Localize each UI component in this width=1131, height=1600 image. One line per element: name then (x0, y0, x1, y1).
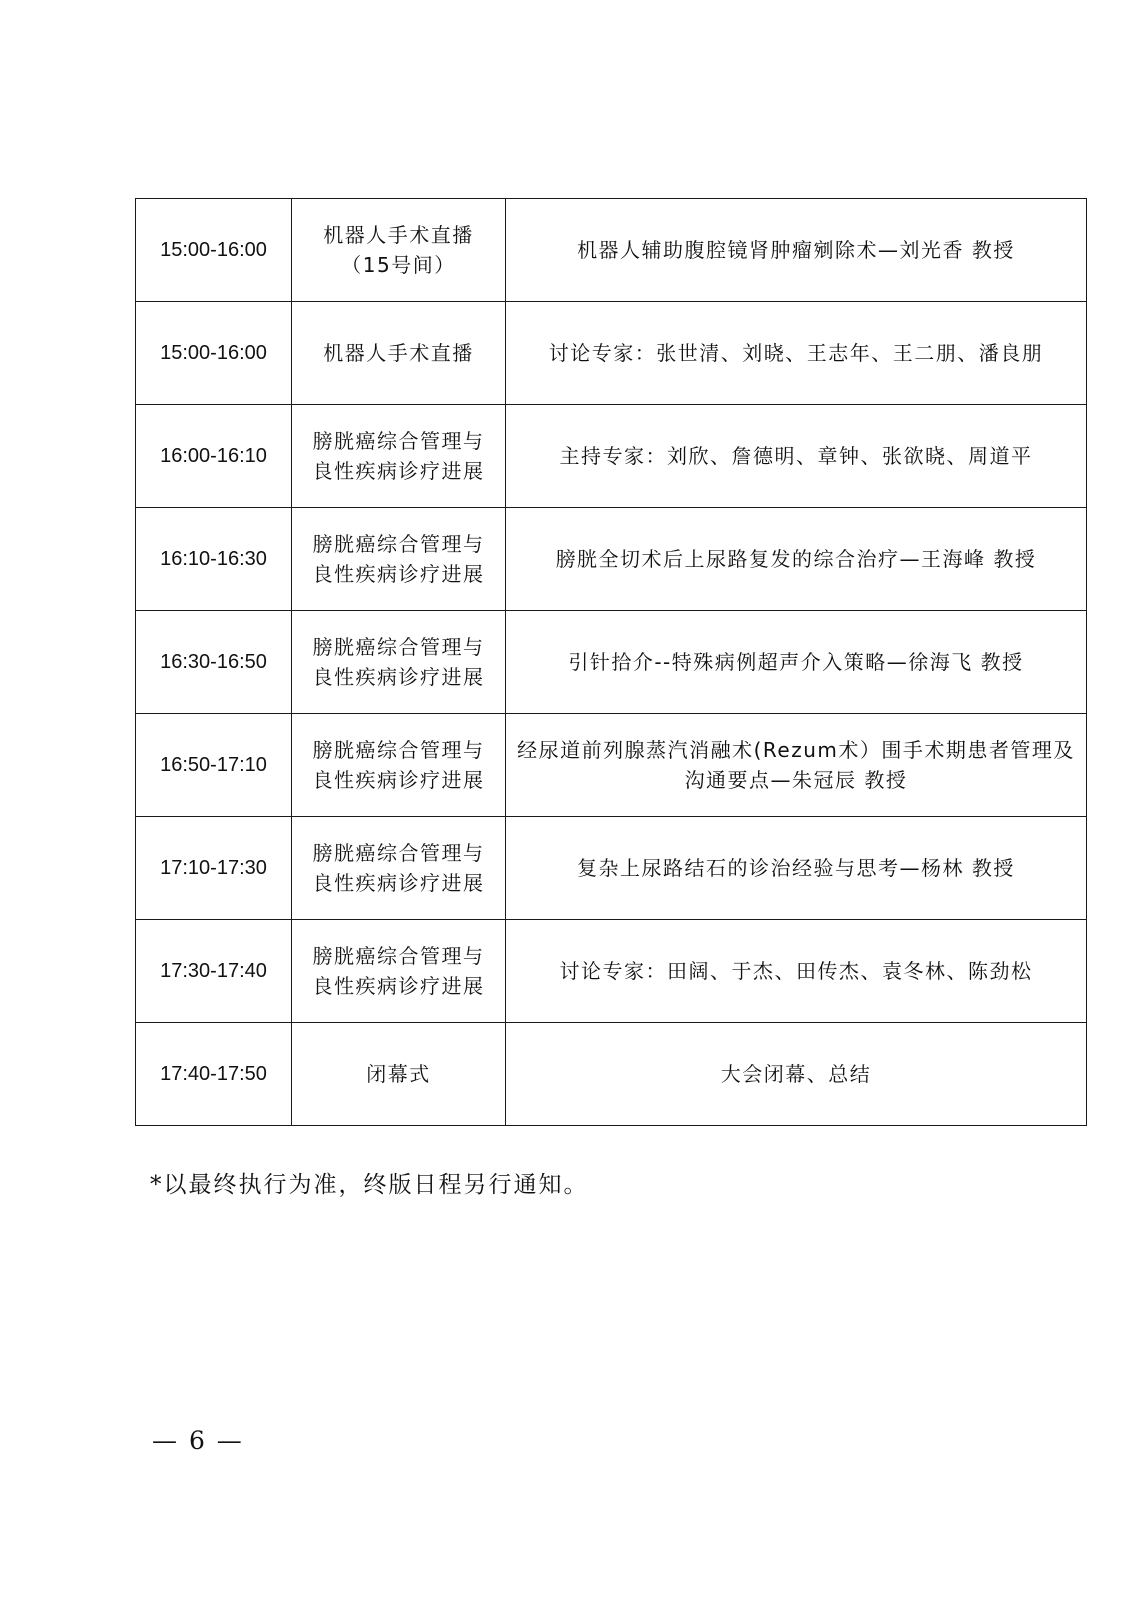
table-row (136, 302, 1087, 405)
session-text: 膀胱癌综合管理与良性疾病诊疗进展 (312, 532, 485, 586)
time-text: 17:40-17:50 (160, 1063, 267, 1085)
page-number: — 6 — (152, 1426, 244, 1455)
table-row (136, 714, 1087, 817)
topic-text: 机器人辅助腹腔镜肾肿瘤剜除术—刘光香 教授 (577, 238, 1015, 262)
topic-text: 膀胱全切术后上尿路复发的综合治疗—王海峰 教授 (555, 547, 1037, 571)
topic-cell (506, 199, 1087, 302)
topic-cell (506, 302, 1087, 405)
session-cell (292, 199, 506, 302)
time-text: 16:00-16:10 (160, 445, 267, 467)
session-text: 膀胱癌综合管理与良性疾病诊疗进展 (312, 944, 485, 998)
time-cell (136, 508, 292, 611)
topic-text: 讨论专家：田阔、于杰、田传杰、袁冬林、陈劲松 (559, 959, 1033, 983)
time-text: 16:30-16:50 (160, 651, 267, 673)
topic-cell (506, 611, 1087, 714)
table-row (136, 817, 1087, 920)
topic-cell (506, 508, 1087, 611)
session-cell (292, 611, 506, 714)
session-text: 膀胱癌综合管理与良性疾病诊疗进展 (312, 841, 485, 895)
time-cell (136, 611, 292, 714)
session-text: 膀胱癌综合管理与良性疾病诊疗进展 (312, 429, 485, 483)
time-text: 15:00-16:00 (160, 239, 267, 261)
topic-text: 大会闭幕、总结 (720, 1062, 872, 1086)
time-cell (136, 817, 292, 920)
topic-text: 主持专家：刘欣、詹德明、章钟、张欲晓、周道平 (559, 444, 1033, 468)
time-cell (136, 1023, 292, 1126)
session-text: 闭幕式 (366, 1062, 431, 1086)
schedule-table (135, 198, 1087, 1126)
table-row (136, 1023, 1087, 1126)
time-text: 16:50-17:10 (160, 754, 267, 776)
session-cell (292, 714, 506, 817)
time-cell (136, 405, 292, 508)
session-text: 膀胱癌综合管理与良性疾病诊疗进展 (312, 738, 485, 792)
topic-cell (506, 714, 1087, 817)
session-cell (292, 508, 506, 611)
time-text: 17:30-17:40 (160, 960, 267, 982)
session-text: 机器人手术直播（15号间） (323, 223, 474, 277)
topic-text: 讨论专家：张世清、刘晓、王志年、王二朋、潘良朋 (548, 341, 1044, 365)
time-cell (136, 302, 292, 405)
topic-text: 经尿道前列腺蒸汽消融术(Rezum术）围手术期患者管理及沟通要点—朱冠辰 教授 (517, 738, 1075, 792)
session-cell (292, 302, 506, 405)
table-row (136, 405, 1087, 508)
topic-cell (506, 920, 1087, 1023)
session-cell (292, 817, 506, 920)
time-text: 15:00-16:00 (160, 342, 267, 364)
session-text: 机器人手术直播 (323, 341, 474, 365)
session-cell (292, 405, 506, 508)
topic-cell (506, 405, 1087, 508)
topic-cell (506, 1023, 1087, 1126)
session-text: 膀胱癌综合管理与良性疾病诊疗进展 (312, 635, 485, 689)
table-row (136, 611, 1087, 714)
session-cell (292, 920, 506, 1023)
time-text: 16:10-16:30 (160, 548, 267, 570)
topic-text: 复杂上尿路结石的诊治经验与思考—杨林 教授 (577, 856, 1015, 880)
time-cell (136, 714, 292, 817)
footnote: *以最终执行为准，终版日程另行通知。 (150, 1172, 589, 1198)
session-cell (292, 1023, 506, 1126)
topic-text: 引针拾介--特殊病例超声介入策略—徐海飞 教授 (568, 650, 1024, 674)
time-cell (136, 920, 292, 1023)
table-row (136, 508, 1087, 611)
time-cell (136, 199, 292, 302)
topic-cell (506, 817, 1087, 920)
time-text: 17:10-17:30 (160, 857, 267, 879)
table-row (136, 920, 1087, 1023)
table-row (136, 199, 1087, 302)
